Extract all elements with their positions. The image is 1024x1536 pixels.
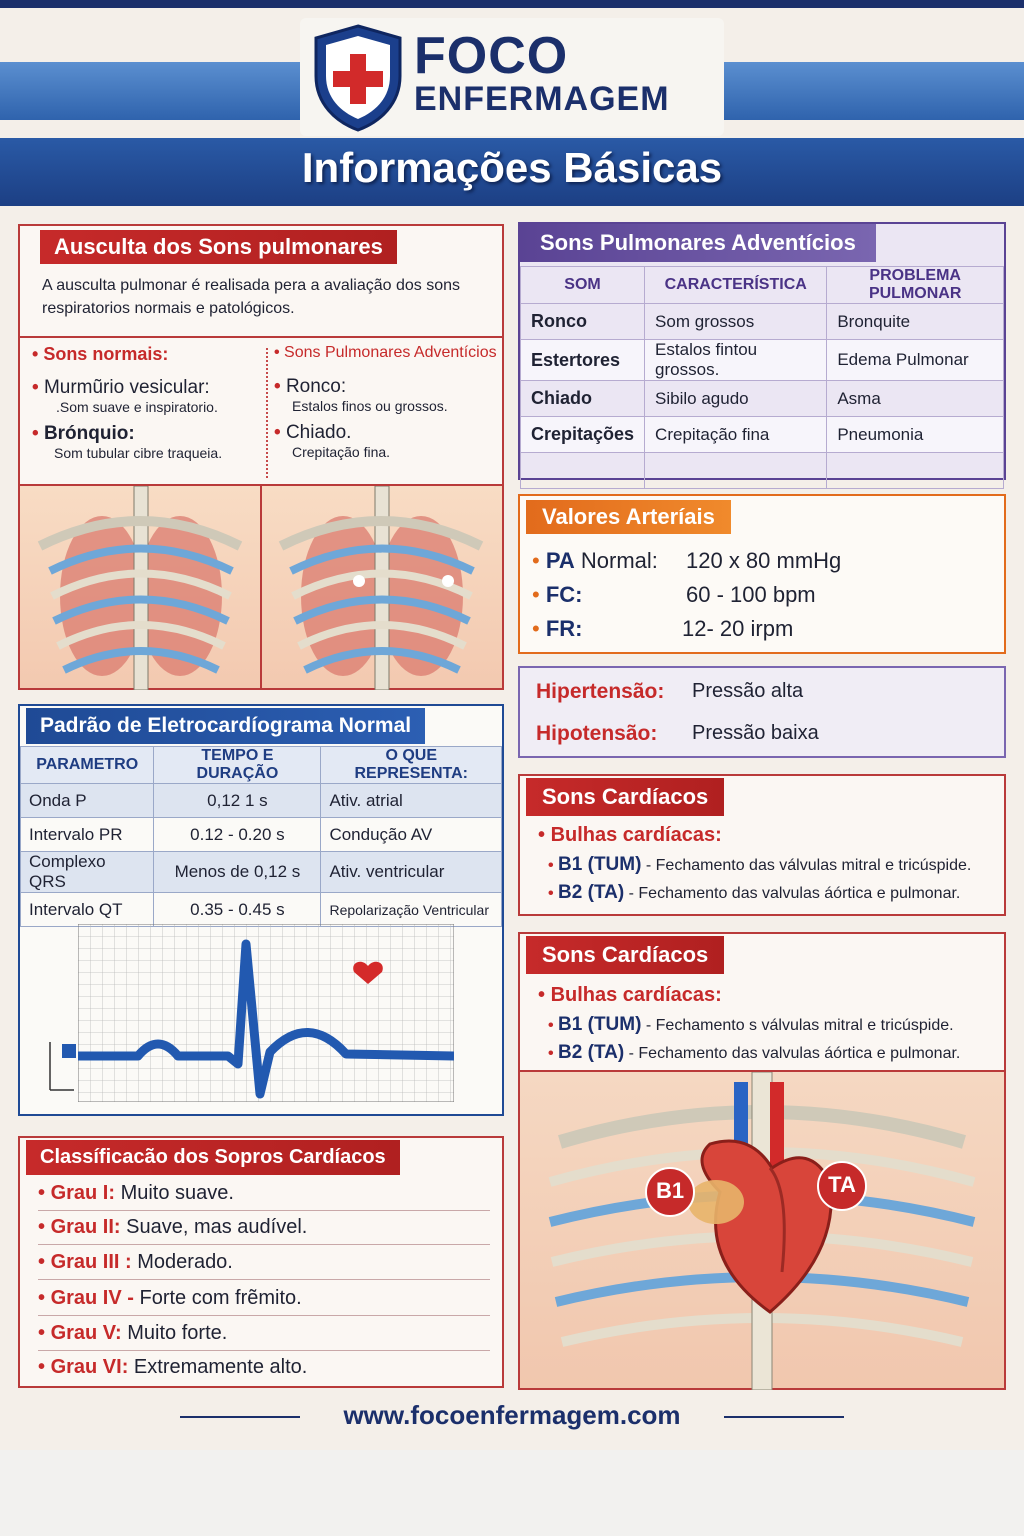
- b1-label: B1 (TUM): [558, 854, 642, 875]
- table-row: [521, 304, 1004, 340]
- grau-label: Grau V:: [50, 1322, 122, 1344]
- table-cell: [521, 453, 645, 489]
- valor-label: FC:: [545, 582, 583, 607]
- table-cell: Condução AV: [321, 818, 502, 852]
- table-cell: Ativ. ventricular: [321, 852, 502, 893]
- bottom-margin: [0, 1450, 1024, 1536]
- divider: [20, 336, 502, 338]
- bulhas-head-text: Bulhas cardíacas:: [550, 984, 722, 1006]
- table-cell: Asma: [827, 381, 1004, 417]
- table-row: [521, 340, 1004, 381]
- hipotensao-label: Hipotensão:: [536, 722, 658, 745]
- item-label: Brónquio:: [43, 423, 135, 444]
- table-cell: Bronquite: [827, 304, 1004, 340]
- calibration-icon: [44, 1036, 80, 1094]
- table-cell: 0,12 1 s: [154, 784, 321, 818]
- item-label: Murmũrio vesicular:: [43, 377, 210, 398]
- b1-row: • B1 (TUM) - Fechamento s válvulas mitral e tricúspide.: [548, 1014, 954, 1035]
- b2-text: - Fechamento das valvulas áórtica e pulmonar.: [624, 885, 961, 902]
- ecg-panel: [18, 704, 504, 1116]
- b2-row: • B2 (TA) - Fechamento das valvulas áórtica e pulmonar.: [548, 1042, 961, 1063]
- list-item: • Grau VI: Extremamente alto.: [38, 1356, 308, 1378]
- table-cell: Chiado: [521, 381, 645, 417]
- ausculta-title: Ausculta dos Sons pulmonares: [40, 230, 397, 264]
- table-cell: 0.35 - 0.45 s: [154, 893, 321, 927]
- table-header-row: [21, 747, 502, 784]
- ausculta-description: A ausculta pulmonar é realisada pera a avaliação dos sons respiratorios normais e patológicos.: [42, 277, 461, 317]
- valores-title: Valores Arteríais: [526, 500, 731, 534]
- table-cell: Menos de 0,12 s: [154, 852, 321, 893]
- column-header: O QUE REPRESENTA:: [321, 747, 502, 784]
- table-cell: Sibilo agudo: [645, 381, 827, 417]
- table-row: [21, 852, 502, 893]
- list-item: • Grau II: Suave, mas audível.: [38, 1216, 490, 1245]
- grau-label: Grau IV -: [50, 1287, 134, 1309]
- list-item: • Grau V: Muito forte.: [38, 1322, 490, 1351]
- table-row: [521, 381, 1004, 417]
- column-header: CARACTERÍSTICA: [645, 267, 827, 304]
- bulhas-head: • Bulhas cardíacas:: [538, 824, 722, 846]
- hipotensao-value: Pressão baixa: [692, 722, 819, 744]
- ribcage-lungs-icon: [20, 486, 502, 690]
- adventicios-table-panel: [518, 222, 1006, 480]
- valor-label: FR:: [545, 616, 583, 641]
- bulhas-head-text: Bulhas cardíacas:: [550, 824, 722, 846]
- valor-row-fr: • FR:: [532, 616, 583, 641]
- b1-text: - Fechamento das válvulas mitral e tricúspide.: [641, 857, 972, 874]
- valores-arteriais-panel: [518, 494, 1006, 654]
- table-cell: Edema Pulmonar: [827, 340, 1004, 381]
- item-label: Ronco:: [285, 376, 347, 397]
- grau-label: Grau VI:: [50, 1356, 129, 1378]
- grau-desc: Muito suave.: [120, 1182, 234, 1204]
- valor-value: 12- 20 irpm: [682, 616, 794, 641]
- top-bar: [0, 0, 1024, 8]
- bulhas-head: • Bulhas cardíacas:: [538, 984, 722, 1006]
- list-item: • Brónquio: Som tubular cibre traqueia.: [32, 423, 262, 461]
- grau-desc: Muito forte.: [127, 1322, 228, 1344]
- column-header: SOM: [521, 267, 645, 304]
- table-cell: Crepitações: [521, 417, 645, 453]
- valor-label-suffix: Normal:: [574, 548, 658, 573]
- website-link[interactable]: www.focoenfermagem.com: [343, 1400, 681, 1430]
- b2-text: - Fechamento das valvulas áórtica e pulmonar.: [624, 1045, 961, 1062]
- sopros-panel: [18, 1136, 504, 1388]
- list-item: • Grau III : Moderado.: [38, 1251, 490, 1280]
- item-label: Chiado.: [285, 422, 352, 443]
- sons-cardiacos-panel-1: [518, 774, 1006, 916]
- grau-desc: Extremamente alto.: [133, 1356, 308, 1378]
- column-header: PROBLEMA PULMONAR: [827, 267, 1004, 304]
- b1-tag: B1: [655, 1178, 685, 1203]
- valor-row-fc: • FC:: [532, 582, 583, 607]
- ta-tag: TA: [828, 1172, 856, 1197]
- sons-adventicios-head: Sons Pulmonares Adventícios: [284, 344, 497, 361]
- table-row: [21, 893, 502, 927]
- pressao-panel: [518, 666, 1006, 758]
- heart-illustration: [520, 1070, 1004, 1388]
- item-desc: Som tubular cibre traqueia.: [54, 445, 223, 461]
- b1-text: - Fechamento s válvulas mitral e tricúspide.: [641, 1017, 954, 1034]
- valor-label: PA: [545, 548, 575, 573]
- table-cell: 0.12 - 0.20 s: [154, 818, 321, 852]
- table-row: [521, 453, 1004, 489]
- list-item: • Murmũrio vesicular: .Som suave e inspiratorio.: [32, 377, 262, 415]
- valor-value: 120 x 80 mmHg: [686, 548, 842, 573]
- hipertensao-label: Hipertensão:: [536, 680, 665, 703]
- b2-label: B2 (TA): [558, 882, 625, 903]
- valor-value: 60 - 100 bpm: [686, 582, 816, 607]
- table-cell: Repolarização Ventricular: [321, 893, 502, 927]
- sons-adventicios-col: • Sons Pulmonares Adventícios • Ronco: Estalos finos ou grossos. • Chiado. Crepitação fina.: [274, 344, 500, 460]
- sons-normais-col: • Sons normais: • Murmũrio vesicular: .Som suave e inspiratorio. • Brónquio: Som tubular cibre traqueia.: [32, 344, 262, 461]
- list-item: • Grau I: Muito suave.: [38, 1182, 490, 1211]
- item-desc: Estalos finos ou grossos.: [292, 398, 448, 414]
- brand-line2: ENFERMAGEM: [414, 80, 670, 118]
- list-item: • Grau IV - Forte com frẽmito.: [38, 1287, 490, 1316]
- column-divider: [266, 348, 268, 478]
- heart-ribcage-icon: [520, 1072, 1004, 1390]
- column-header: TEMPO E DURAÇÃO: [154, 747, 321, 784]
- table-cell: Estertores: [521, 340, 645, 381]
- sons-cardiacos-title: Sons Cardíacos: [526, 778, 724, 816]
- brand-line1: FOCO: [414, 27, 569, 85]
- list-item: • Chiado. Crepitação fina.: [274, 422, 500, 460]
- sons-cardiacos-panel-2: [518, 932, 1006, 1390]
- grau-label: Grau II:: [50, 1216, 121, 1238]
- table-row: [21, 818, 502, 852]
- table-cell: Som grossos: [645, 304, 827, 340]
- hipertensao-value: Pressão alta: [692, 680, 804, 702]
- b1-label: B1 (TUM): [558, 1014, 642, 1035]
- column-header: PARAMETRO: [21, 747, 154, 784]
- ecg-table: [20, 746, 502, 927]
- grau-label: Grau III :: [50, 1251, 132, 1273]
- b1-row: • B1 (TUM) - Fechamento das válvulas mitral e tricúspide.: [548, 854, 972, 875]
- sons-normais-head: Sons normais:: [43, 344, 169, 364]
- table-cell: [645, 453, 827, 489]
- item-desc: Crepitação fina.: [292, 444, 391, 460]
- table-cell: Ronco: [521, 304, 645, 340]
- table-cell: Pneumonia: [827, 417, 1004, 453]
- adventicios-table: [520, 266, 1004, 489]
- table-cell: Crepitação fina: [645, 417, 827, 453]
- table-cell: Intervalo QT: [21, 893, 154, 927]
- table-cell: Complexo QRS: [21, 852, 154, 893]
- b2-row: • B2 (TA) - Fechamento das valvulas áórtica e pulmonar.: [548, 882, 961, 903]
- table-cell: Ativ. atrial: [321, 784, 502, 818]
- adventicios-title: Sons Pulmonares Adventícios: [520, 224, 876, 262]
- page-title: Informações Básicas: [301, 144, 723, 191]
- table-row: [21, 784, 502, 818]
- ausculta-panel: [18, 224, 504, 690]
- grau-label: Grau I:: [50, 1182, 116, 1204]
- ecg-title: Padrão de Eletrocardíograma Normal: [26, 708, 425, 744]
- ecg-trace-icon: [78, 924, 454, 1102]
- table-cell: Onda P: [21, 784, 154, 818]
- sopros-title: Classíficacão dos Sopros Cardíacos: [26, 1140, 400, 1175]
- shield-cross-icon: [312, 24, 404, 132]
- table-header-row: [521, 267, 1004, 304]
- table-cell: [827, 453, 1004, 489]
- grau-desc: Suave, mas audível.: [126, 1216, 308, 1238]
- item-desc: .Som suave e inspiratorio.: [56, 399, 218, 415]
- table-cell: Estalos fintou grossos.: [645, 340, 827, 381]
- grau-desc: Moderado.: [137, 1251, 233, 1273]
- lungs-illustration: [20, 484, 502, 688]
- grau-desc: Forte com frẽmito.: [139, 1287, 302, 1309]
- list-item: • Ronco: Estalos finos ou grossos.: [274, 376, 500, 414]
- b2-label: B2 (TA): [558, 1042, 625, 1063]
- valor-row-pa: • PA Normal:: [532, 548, 658, 573]
- sons-cardiacos-title: Sons Cardíacos: [526, 936, 724, 974]
- table-row: [521, 417, 1004, 453]
- table-cell: Intervalo PR: [21, 818, 154, 852]
